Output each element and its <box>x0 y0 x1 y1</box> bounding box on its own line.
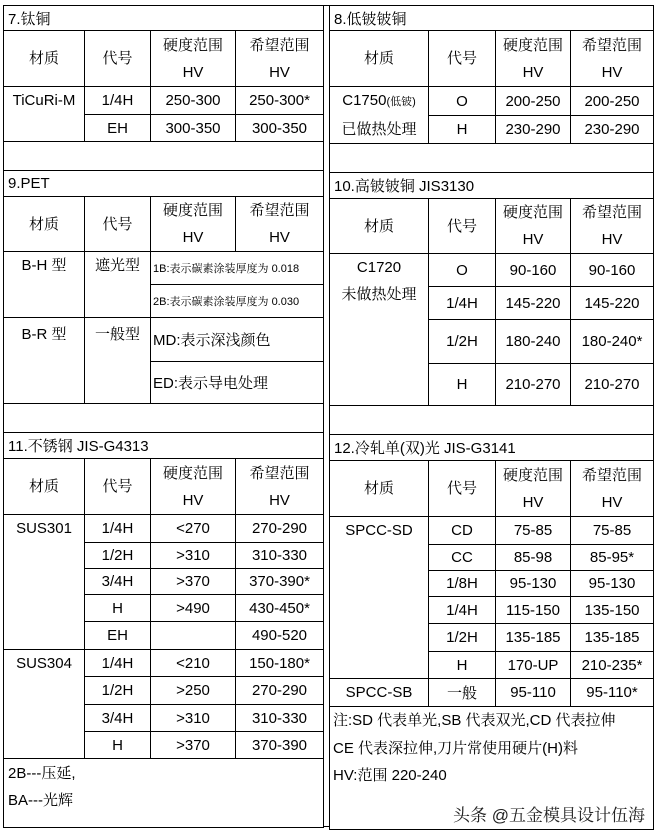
notes-row <box>4 759 324 828</box>
desired-cell: 270-290 <box>236 515 324 543</box>
blank-row <box>330 144 654 173</box>
hardness-cell: 95-130 <box>496 571 571 597</box>
table-row <box>4 252 324 285</box>
section-title-row <box>4 171 324 197</box>
hardness-cell: 135-185 <box>496 624 571 652</box>
code-cell: 1/4H <box>85 650 151 677</box>
desired-cell: 150-180* <box>236 650 324 677</box>
hardness-cell: >250 <box>151 677 236 705</box>
blank-row <box>4 404 324 433</box>
header-code: 代号 <box>85 197 151 252</box>
header-material: 材质 <box>330 199 429 254</box>
material-note: (低铍) <box>386 96 416 108</box>
code-cell: 3/4H <box>85 569 151 595</box>
code-cell: 1/8H <box>429 571 496 597</box>
code-cell: O <box>429 254 496 287</box>
header-material: 材质 <box>4 197 85 252</box>
desired-cell: 145-220 <box>571 287 654 320</box>
table-row <box>330 517 654 545</box>
hardness-cell: 300-350 <box>151 115 236 142</box>
desired-cell: 300-350 <box>236 115 324 142</box>
section-title-low-beryllium-copper: 8.低铍铍铜 <box>330 6 654 31</box>
header-hardness-unit: HV <box>182 229 204 246</box>
blank-cell <box>330 406 654 435</box>
material-cell <box>330 254 429 406</box>
material-cell: B-R 型 <box>4 318 85 404</box>
hardness-cell: 145-220 <box>496 287 571 320</box>
header-desired-label: 希望范围 <box>582 36 643 54</box>
header-code: 代号 <box>429 199 496 254</box>
header-hardness-label: 硬度范围 <box>162 464 223 482</box>
desired-cell: 90-160 <box>571 254 654 287</box>
header-hardness-unit: HV <box>522 63 544 81</box>
note-cell: 1B:表示碳素涂装厚度为 0.018 <box>151 252 324 285</box>
blank-cell <box>4 142 324 171</box>
header-hardness-label: 硬度范围 <box>162 202 223 219</box>
desired-cell: 135-150 <box>571 597 654 624</box>
code-cell: 1/4H <box>85 515 151 543</box>
material-status: 已做热处理 <box>341 121 417 138</box>
header-desired <box>571 31 654 87</box>
header-hardness <box>496 199 571 254</box>
desired-cell: 250-300* <box>236 87 324 115</box>
material-status: 未做热处理 <box>341 286 417 303</box>
code-cell: H <box>85 595 151 622</box>
header-code: 代号 <box>429 31 496 87</box>
hardness-cell: 180-240 <box>496 320 571 364</box>
table-row <box>4 515 324 543</box>
section-title-titanium-copper: 7.钛铜 <box>4 6 324 31</box>
material-cell <box>330 87 429 144</box>
material-cell: B-H 型 <box>4 252 85 318</box>
note-line: HV:范围 220-240 <box>333 767 447 784</box>
desired-cell: 95-110* <box>571 679 654 707</box>
table-row <box>330 87 654 116</box>
desired-cell: 430-450* <box>236 595 324 622</box>
section-title-row <box>330 173 654 199</box>
note-line: BA---光辉 <box>8 792 73 809</box>
blank-row <box>330 406 654 435</box>
header-desired <box>236 31 324 87</box>
code-cell: CC <box>429 545 496 571</box>
note-line: CE 代表深拉伸,刀片常使用硬片(H)料 <box>333 739 578 757</box>
section-title-row <box>330 435 654 461</box>
hardness-cell: 200-250 <box>496 87 571 116</box>
header-code: 代号 <box>85 31 151 87</box>
header-desired-label: 希望范围 <box>249 202 310 219</box>
header-material: 材质 <box>4 31 85 87</box>
hardness-cell: >310 <box>151 705 236 732</box>
desired-cell: 370-390* <box>236 569 324 595</box>
code-cell: H <box>429 652 496 679</box>
desired-cell: 135-185 <box>571 624 654 652</box>
hardness-cell: <270 <box>151 515 236 543</box>
hardness-cell: 90-160 <box>496 254 571 287</box>
table-row <box>330 679 654 707</box>
desired-cell: 85-95* <box>571 545 654 571</box>
desired-cell: 200-250 <box>571 87 654 116</box>
desired-cell: 180-240* <box>571 320 654 364</box>
header-hardness-unit: HV <box>522 231 544 248</box>
header-hardness-unit: HV <box>182 63 204 81</box>
desired-cell: 230-290 <box>571 116 654 144</box>
header-desired <box>236 459 324 515</box>
hardness-cell: >370 <box>151 732 236 759</box>
code-cell: 1/2H <box>429 320 496 364</box>
code-cell: 1/4H <box>429 287 496 320</box>
desired-cell: 210-270 <box>571 364 654 406</box>
left-column-table <box>3 5 324 828</box>
note-line: 注:SD 代表单光,SB 代表双光,CD 代表拉伸 <box>333 712 616 729</box>
code-cell: EH <box>85 115 151 142</box>
header-desired-unit: HV <box>269 63 290 81</box>
code-cell: 1/4H <box>429 597 496 624</box>
header-row <box>330 199 654 254</box>
header-material: 材质 <box>4 459 85 515</box>
header-hardness-label: 硬度范围 <box>502 466 563 484</box>
material-cell: SUS301 <box>4 515 85 650</box>
desired-cell: 310-330 <box>236 705 324 732</box>
code-cell: 1/2H <box>85 677 151 705</box>
note-line: 2B---压延, <box>8 765 76 782</box>
section-title-cold-rolled: 12.冷轧单(双)光 JIS-G3141 <box>330 435 654 461</box>
header-hardness <box>496 461 571 517</box>
section-title-pet: 9.PET <box>4 171 324 197</box>
header-desired-unit: HV <box>601 231 623 248</box>
code-cell: 一般型 <box>85 318 151 404</box>
material-cell: SPCC-SD <box>330 517 429 679</box>
section-title-row <box>4 6 324 31</box>
section-title-stainless-steel: 11.不锈钢 JIS-G4313 <box>4 433 324 459</box>
code-cell: H <box>429 364 496 406</box>
header-desired-label: 希望范围 <box>249 36 310 54</box>
table-row <box>4 87 324 115</box>
hardness-cell <box>151 622 236 650</box>
code-cell: 1/2H <box>429 624 496 652</box>
hardness-cell: 75-85 <box>496 517 571 545</box>
table-row <box>330 254 654 287</box>
header-desired <box>571 461 654 517</box>
header-code: 代号 <box>85 459 151 515</box>
header-hardness-label: 硬度范围 <box>162 36 223 54</box>
note-cell: 2B:表示碳素涂装厚度为 0.030 <box>151 285 324 318</box>
hardness-cell: 85-98 <box>496 545 571 571</box>
hardness-cell: 250-300 <box>151 87 236 115</box>
header-desired-unit: HV <box>269 229 290 246</box>
hardness-cell: >370 <box>151 569 236 595</box>
blank-cell <box>4 404 324 433</box>
section-title-row <box>4 433 324 459</box>
header-hardness <box>151 31 236 87</box>
hardness-cell: 210-270 <box>496 364 571 406</box>
header-desired-label: 希望范围 <box>249 464 310 482</box>
header-desired-label: 希望范围 <box>582 204 643 221</box>
note-cell: MD:表示深浅颜色 <box>151 318 324 362</box>
header-desired-label: 希望范围 <box>582 466 643 484</box>
header-hardness <box>496 31 571 87</box>
code-cell: H <box>85 732 151 759</box>
watermark: 头条 @五金模具设计伍海 <box>453 806 645 825</box>
right-column-table <box>329 5 654 830</box>
header-desired-unit: HV <box>601 493 623 511</box>
desired-cell: 310-330 <box>236 543 324 569</box>
desired-cell: 95-130 <box>571 571 654 597</box>
material-cell: SUS304 <box>4 650 85 759</box>
code-cell: 遮光型 <box>85 252 151 318</box>
code-cell: 3/4H <box>85 705 151 732</box>
code-cell: 1/4H <box>85 87 151 115</box>
hardness-cell: 115-150 <box>496 597 571 624</box>
header-hardness-unit: HV <box>182 491 204 509</box>
header-hardness-unit: HV <box>522 493 544 511</box>
header-hardness <box>151 197 236 252</box>
section-title-row <box>330 6 654 31</box>
header-desired-unit: HV <box>269 491 290 509</box>
code-cell: 1/2H <box>85 543 151 569</box>
desired-cell: 490-520 <box>236 622 324 650</box>
note-cell: ED:表示导电处理 <box>151 362 324 404</box>
header-code: 代号 <box>429 461 496 517</box>
hardness-cell: 170-UP <box>496 652 571 679</box>
material-cell: SPCC-SB <box>330 679 429 707</box>
hardness-cell: 230-290 <box>496 116 571 144</box>
code-cell: O <box>429 87 496 116</box>
code-cell: 一般 <box>429 679 496 707</box>
desired-cell: 370-390 <box>236 732 324 759</box>
material-grade: C1750 <box>342 92 387 109</box>
desired-cell: 270-290 <box>236 677 324 705</box>
header-hardness <box>151 459 236 515</box>
code-cell: EH <box>85 622 151 650</box>
code-cell: H <box>429 116 496 144</box>
table-row <box>4 318 324 362</box>
hardness-cell: <210 <box>151 650 236 677</box>
table-row <box>4 650 324 677</box>
header-row <box>4 459 324 515</box>
section-title-high-beryllium-copper: 10.高铍铍铜 JIS3130 <box>330 173 654 199</box>
header-desired <box>236 197 324 252</box>
header-row <box>330 31 654 87</box>
header-row <box>330 461 654 517</box>
header-material: 材质 <box>330 461 429 517</box>
hardness-cell: >310 <box>151 543 236 569</box>
header-desired-unit: HV <box>601 63 623 81</box>
desired-cell: 75-85 <box>571 517 654 545</box>
blank-row <box>4 142 324 171</box>
material-cell: TiCuRi-M <box>4 87 85 142</box>
blank-cell <box>330 144 654 173</box>
header-hardness-label: 硬度范围 <box>502 36 563 54</box>
header-hardness-label: 硬度范围 <box>502 204 563 221</box>
hardness-cell: 95-110 <box>496 679 571 707</box>
hardness-cell: >490 <box>151 595 236 622</box>
desired-cell: 210-235* <box>571 652 654 679</box>
notes-cell <box>4 759 324 828</box>
header-material: 材质 <box>330 31 429 87</box>
material-grade: C1720 <box>356 259 402 276</box>
code-cell: CD <box>429 517 496 545</box>
header-row <box>4 197 324 252</box>
header-desired <box>571 199 654 254</box>
header-row <box>4 31 324 87</box>
